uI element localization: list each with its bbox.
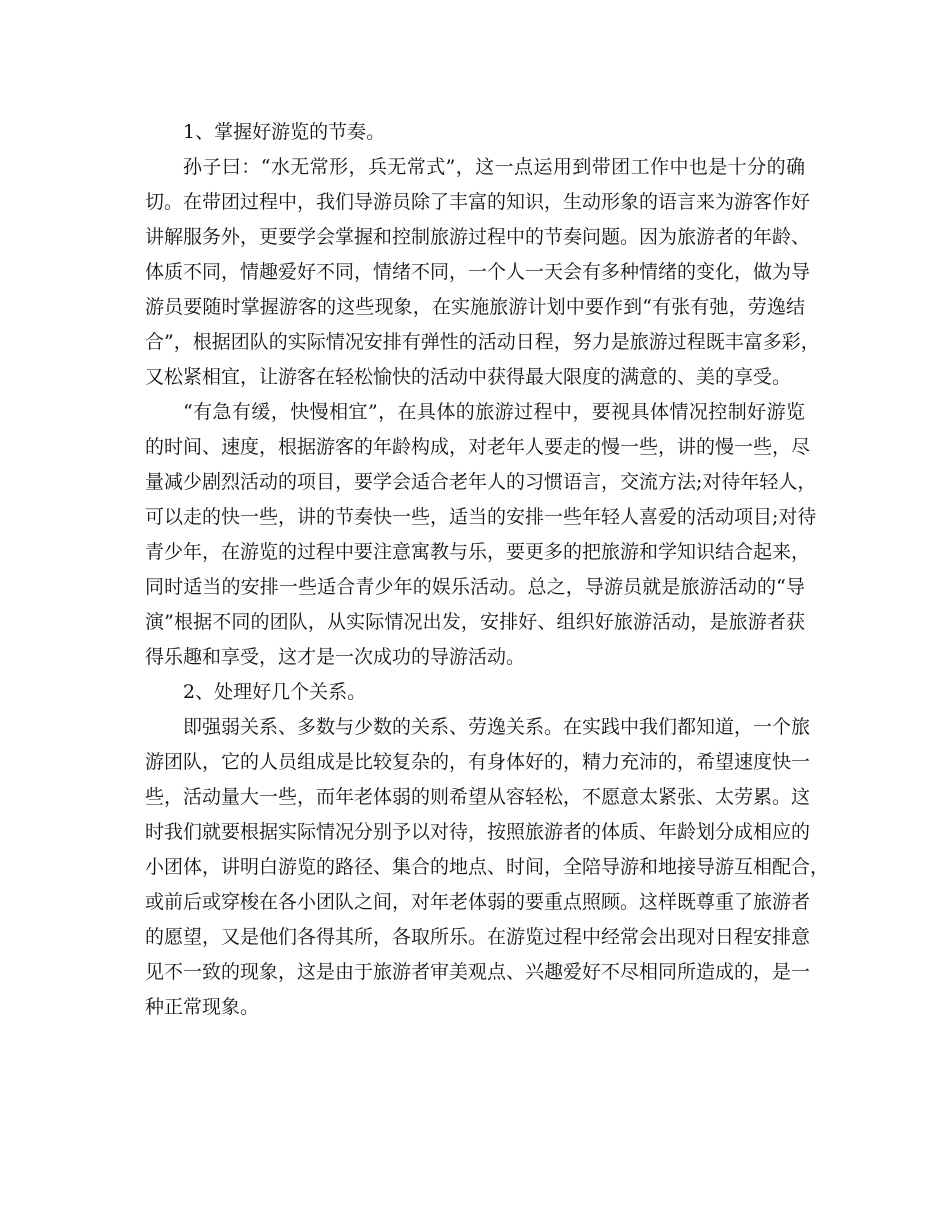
- paragraph-line: 种正常现象。: [145, 996, 260, 1018]
- paragraph-line: 小团体，讲明白游览的路径、集合的地点、时间，全陪导游和地接导游互相配合，: [145, 856, 830, 878]
- heading-2: 2、处理好几个关系。: [183, 681, 367, 703]
- paragraph-line: 得乐趣和享受，这才是一次成功的导游活动。: [145, 646, 526, 668]
- paragraph-line: 演”根据不同的团队，从实际情况出发，安排好、组织好旅游活动，是旅游者获: [145, 611, 805, 633]
- paragraph-line: 游团队，它的人员组成是比较复杂的，有身体好的，精力充沛的，希望速度快一: [145, 751, 811, 773]
- paragraph-line: 切。在带团过程中，我们导游员除了丰富的知识，生动形象的语言来为游客作好: [145, 191, 811, 213]
- paragraph-line: 些，活动量大一些，而年老体弱的则希望从容轻松，不愿意太紧张、太劳累。这: [145, 786, 811, 808]
- paragraph-line: 可以走的快一些，讲的节奏快一些，适当的安排一些年轻人喜爱的活动项目;对待: [145, 506, 817, 528]
- paragraph-line: 时我们就要根据实际情况分别予以对待，按照旅游者的体质、年龄划分成相应的: [145, 821, 811, 843]
- paragraph-line: “有急有缓，快慢相宜”，在具体的旅游过程中，要视具体情况控制好游览: [183, 401, 805, 423]
- paragraph-line: 见不一致的现象，这是由于旅游者审美观点、兴趣爱好不尽相同所造成的，是一: [145, 961, 811, 983]
- paragraph-line: 青少年，在游览的过程中要注意寓教与乐，要更多的把旅游和学知识结合起来，: [145, 541, 811, 563]
- paragraph-line: 的时间、速度，根据游客的年龄构成，对老年人要走的慢一些，讲的慢一些，尽: [145, 436, 811, 458]
- paragraph-line: 又松紧相宜，让游客在轻松愉快的活动中获得最大限度的满意的、美的享受。: [145, 366, 792, 388]
- paragraph-line: 的愿望，又是他们各得其所，各取所乐。在游览过程中经常会出现对日程安排意: [145, 926, 811, 948]
- paragraph-line: 量减少剧烈活动的项目，要学会适合老年人的习惯语言，交流方法;对待年轻人，: [145, 471, 817, 493]
- paragraph-line: 体质不同，情趣爱好不同，情绪不同，一个人一天会有多种情绪的变化，做为导: [145, 261, 811, 283]
- paragraph-line: 讲解服务外，更要学会掌握和控制旅游过程中的节奏问题。因为旅游者的年龄、: [145, 226, 811, 248]
- paragraph-line: 即强弱关系、多数与少数的关系、劳逸关系。在实践中我们都知道，一个旅: [183, 716, 811, 738]
- paragraph-line: 合”，根据团队的实际情况安排有弹性的活动日程，努力是旅游过程既丰富多彩，: [145, 331, 820, 353]
- heading-1: 1、掌握好游览的节奏。: [183, 121, 386, 143]
- paragraph-line: 游员要随时掌握游客的这些现象，在实施旅游计划中要作到“有张有弛，劳逸结: [145, 296, 805, 318]
- paragraph-line: 同时适当的安排一些适合青少年的娱乐活动。总之，导游员就是旅游活动的“导: [145, 576, 805, 598]
- paragraph-line: 孙子曰：“水无常形，兵无常式”，这一点运用到带团工作中也是十分的确: [183, 156, 805, 178]
- paragraph-line: 或前后或穿梭在各小团队之间，对年老体弱的要重点照顾。这样既尊重了旅游者: [145, 891, 811, 913]
